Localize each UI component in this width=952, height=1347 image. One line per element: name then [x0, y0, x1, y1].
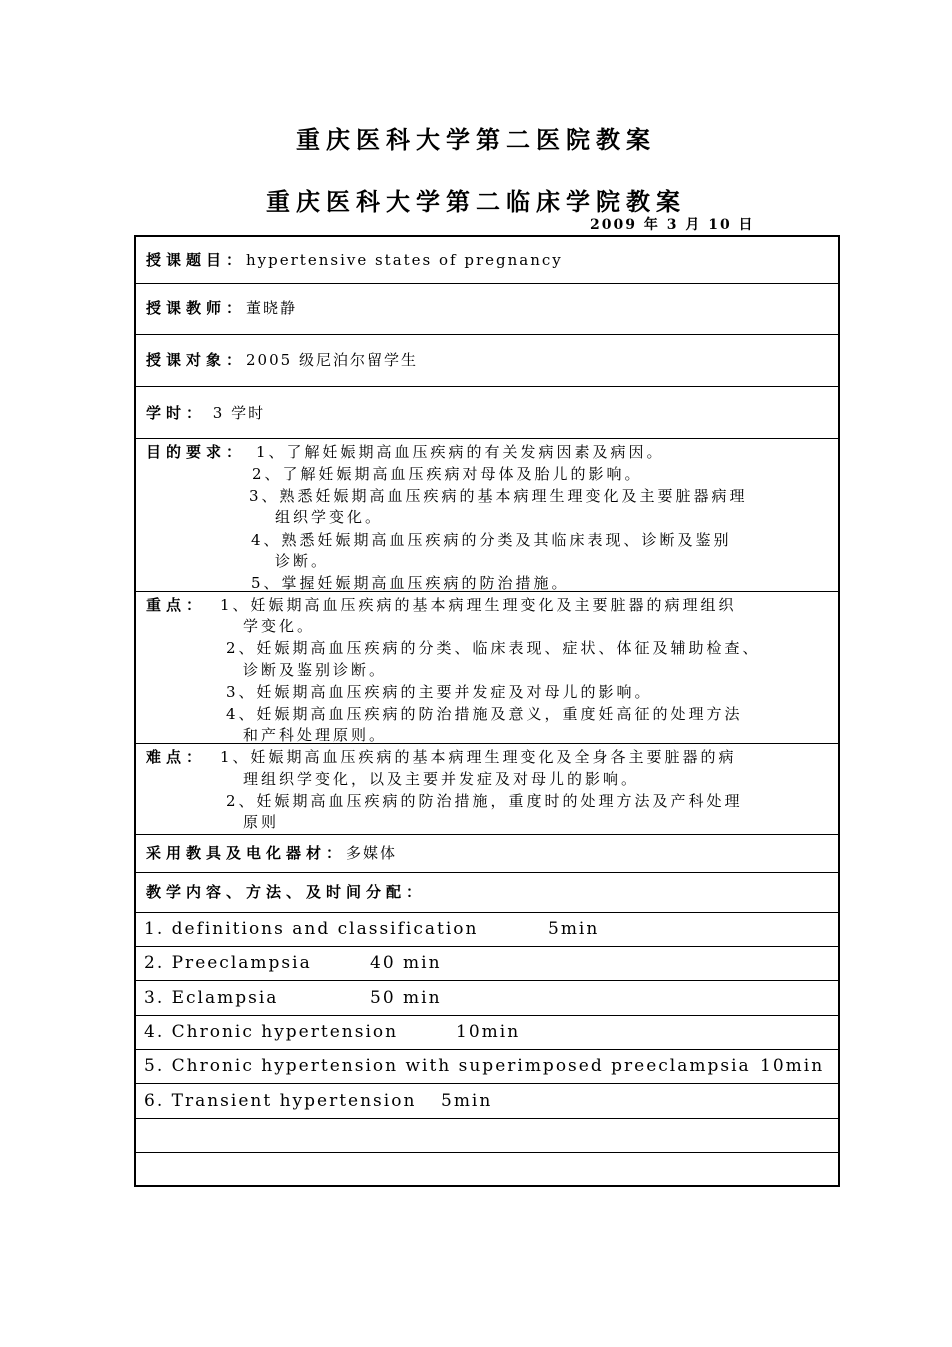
key-point-item: 诊断及鉴别诊断。: [243, 661, 388, 679]
content-item-row: [136, 981, 838, 1016]
content-item-text: 6. Transient hypertension: [144, 1091, 417, 1111]
audience-value: 2005 级尼泊尔留学生: [246, 351, 418, 369]
content-item-time: 5min: [548, 919, 600, 939]
topic-label: 授课题目：: [146, 251, 247, 269]
content-item-row: [136, 947, 838, 981]
content-item-row: [136, 913, 838, 947]
content-item-text: 4. Chronic hypertension: [144, 1022, 399, 1042]
content-item-time: 10min: [456, 1022, 521, 1042]
objective-item: 2、了解妊娠期高血压疾病对母体及胎儿的影响。: [252, 465, 643, 483]
audience-row: [136, 335, 838, 387]
key-point-item: 1、妊娠期高血压疾病的基本病理生理变化及主要脏器的病理组织: [220, 596, 737, 614]
objective-item: 诊断。: [275, 552, 330, 570]
objective-item: 4、熟悉妊娠期高血压疾病的分类及其临床表现、诊断及鉴别: [251, 531, 732, 549]
key-point-item: 2、妊娠期高血压疾病的分类、临床表现、症状、体征及辅助检查、: [226, 639, 761, 657]
difficulties-label: 难点：: [146, 748, 207, 766]
audience-label: 授课对象：: [146, 351, 247, 369]
topic-row: [136, 237, 838, 284]
content-item-text: 5. Chronic hypertension with superimposed preeclampsia: [144, 1056, 751, 1076]
objectives-label: 目的要求：: [146, 443, 247, 461]
key-point-item: 3、妊娠期高血压疾病的主要并发症及对母儿的影响。: [226, 683, 653, 701]
objective-item: 3、熟悉妊娠期高血压疾病的基本病理生理变化及主要脏器病理: [249, 487, 748, 505]
teacher-label: 授课教师：: [146, 299, 247, 317]
content-item-text: 1. definitions and classification: [144, 919, 479, 939]
key-points-row: [136, 592, 838, 744]
teacher-row: [136, 284, 838, 335]
document-date: 2009 年 3 月 10 日: [590, 217, 755, 233]
content-item-row: [136, 1084, 838, 1119]
objective-item: 组织学变化。: [275, 508, 384, 526]
teacher-value: 董晓静: [246, 299, 298, 317]
difficulty-item: 1、妊娠期高血压疾病的基本病理生理变化及全身各主要脏器的病: [220, 748, 737, 766]
content-item-time: 50 min: [370, 988, 442, 1008]
content-item-time: 40 min: [370, 953, 442, 973]
content-label: 教学内容、方法、及时间分配：: [146, 883, 427, 901]
key-point-item: 4、妊娠期高血压疾病的防治措施及意义，重度妊高征的处理方法: [226, 705, 743, 723]
key-points-label: 重点：: [146, 596, 207, 614]
content-item-time: 5min: [441, 1091, 493, 1111]
content-item-time: 10min: [760, 1056, 825, 1076]
content-item-row: [136, 1016, 838, 1050]
content-item-row: [136, 1050, 838, 1084]
materials-value: 多媒体: [346, 844, 398, 862]
hours-row: [136, 387, 838, 439]
materials-row: [136, 835, 838, 873]
document-subtitle: 重庆医科大学第二临床学院教案: [266, 187, 686, 216]
hours-value: 3 学时: [212, 404, 266, 422]
content-item-text: 3. Eclampsia: [144, 988, 279, 1008]
materials-label: 采用教具及电化器材：: [146, 844, 347, 862]
key-point-item: 和产科处理原则。: [243, 726, 388, 744]
topic-value: hypertensive states of pregnancy: [246, 251, 563, 269]
document-title: 重庆医科大学第二医院教案: [296, 125, 656, 154]
lesson-plan-table: [134, 235, 840, 1187]
difficulties-row: [136, 744, 838, 835]
difficulty-item: 理组织学变化，以及主要并发症及对母儿的影响。: [243, 770, 640, 788]
empty-row: [136, 1153, 838, 1185]
objectives-row: [136, 439, 838, 592]
hours-label: 学时：: [146, 404, 207, 422]
objective-item: 1、了解妊娠期高血压疾病的有关发病因素及病因。: [256, 443, 665, 461]
content-item-text: 2. Preeclampsia: [144, 953, 312, 973]
difficulty-item: 2、妊娠期高血压疾病的防治措施，重度时的处理方法及产科处理: [226, 792, 743, 810]
objective-item: 5、掌握妊娠期高血压疾病的防治措施。: [251, 574, 570, 592]
key-point-item: 学变化。: [243, 617, 316, 635]
difficulty-item: 原则: [243, 813, 280, 831]
empty-row: [136, 1119, 838, 1153]
content-heading-row: [136, 873, 838, 913]
